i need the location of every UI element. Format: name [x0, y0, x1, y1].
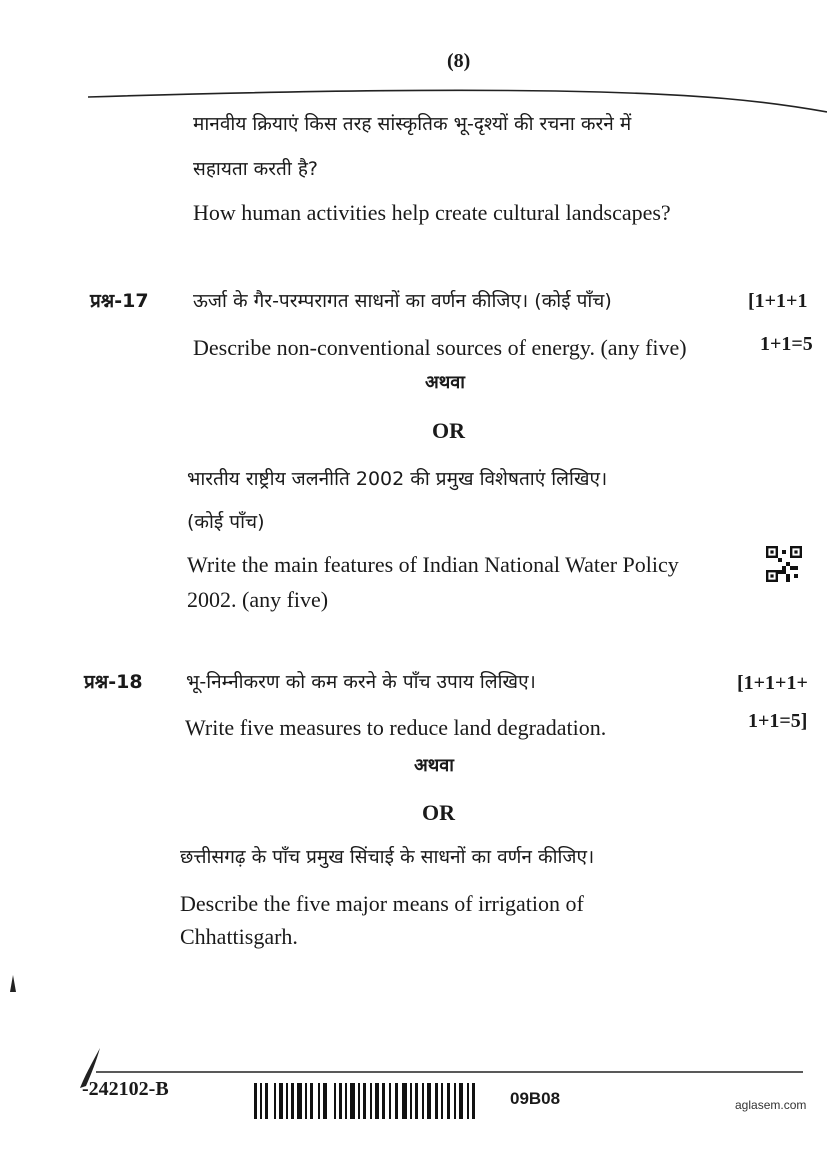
q18-or-hindi: अथवा	[414, 755, 454, 776]
q17-marks-line1: [1+1+1	[748, 290, 808, 312]
q16-english: How human activities help create cultural landscapes?	[193, 200, 671, 225]
series-code: 09B08	[510, 1089, 561, 1108]
q18-label: प्रश्न-18	[84, 671, 143, 693]
q17-label: प्रश्न-17	[90, 290, 149, 312]
q18-or-english: OR	[422, 800, 455, 825]
watermark: aglasem.com	[735, 1098, 807, 1112]
q17-alt-english-line2: 2002. (any five)	[187, 587, 329, 612]
q17-or-hindi: अथवा	[425, 372, 465, 393]
q18-alt-english-line2: Chhattisgarh.	[180, 924, 298, 949]
q18-marks-line1: [1+1+1+	[737, 672, 808, 694]
margin-mark-icon	[8, 975, 18, 993]
q17-alt-hindi-line2: (कोई पाँच)	[187, 511, 265, 533]
q17-alt-english-line1: Write the main features of Indian National Water Policy	[187, 552, 679, 577]
q17-hindi: ऊर्जा के गैर-परम्परागत साधनों का वर्णन कीजिए। (कोई पाँच)	[193, 290, 612, 312]
footer-rule	[0, 1060, 827, 1080]
q16-hindi-line1: मानवीय क्रियाएं किस तरह सांस्कृतिक भू-दृश्यों की रचना करने में	[193, 113, 632, 135]
q16-hindi-line2: सहायता करती है?	[193, 158, 318, 180]
q17-or-english: OR	[432, 418, 465, 443]
q18-alt-hindi: छत्तीसगढ़ के पाँच प्रमुख सिंचाई के साधनों का वर्णन कीजिए।	[180, 846, 595, 868]
q18-hindi: भू-निम्नीकरण को कम करने के पाँच उपाय लिखिए।	[186, 671, 536, 693]
q18-marks-line2: 1+1=5]	[748, 710, 808, 732]
q17-marks-line2: 1+1=5	[760, 333, 813, 355]
q17-english: Describe non-conventional sources of energy. (any five)	[193, 335, 687, 360]
barcode	[254, 1083, 478, 1119]
page-number: (8)	[447, 50, 471, 72]
q18-alt-english-line1: Describe the five major means of irrigation of	[180, 891, 584, 916]
qr-code-icon	[766, 546, 802, 582]
paper-code: -242102-B	[82, 1078, 169, 1100]
q17-alt-hindi-line1: भारतीय राष्ट्रीय जलनीति 2002 की प्रमुख विशेषताएं लिखिए।	[187, 468, 608, 490]
q18-english: Write five measures to reduce land degradation.	[185, 715, 607, 740]
